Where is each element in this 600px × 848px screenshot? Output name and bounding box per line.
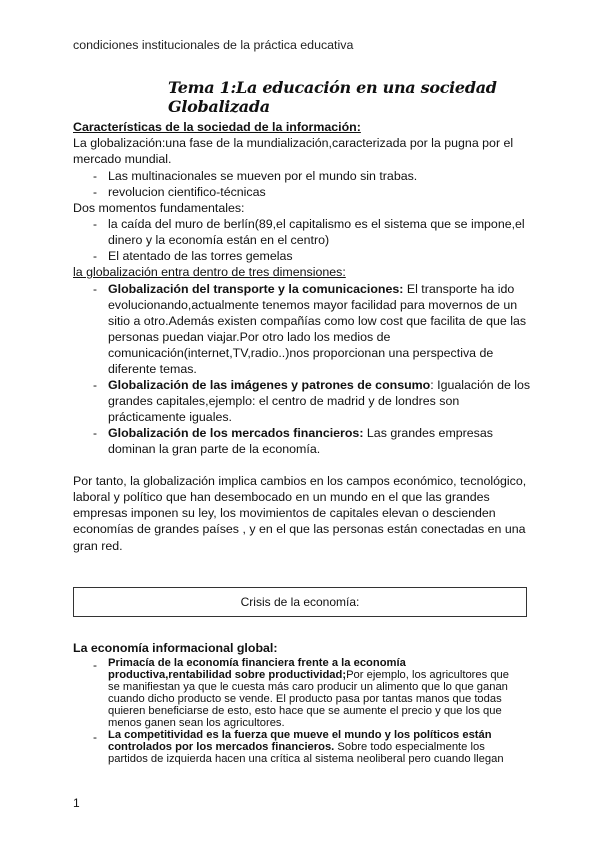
page-header: condiciones institucionales de la práctica educativa	[73, 38, 354, 52]
line-text: quieren beneficiarse de esto, esto hace que se aumente el precio y que los que	[108, 705, 502, 717]
text-line	[93, 168, 418, 184]
bullet-dash: -	[93, 378, 97, 392]
text-line	[108, 361, 197, 377]
text-line	[73, 489, 490, 505]
bold-text: La economía informacional global:	[73, 641, 278, 655]
line-text: Las grandes empresas	[363, 426, 493, 440]
line-text: : Igualación de los	[430, 378, 531, 392]
line-text: dinero y la economía están en el centro)	[108, 233, 330, 247]
line-text: la caída del muro de berlín(89,el capitalismo es el sistema que se impone,el	[108, 217, 525, 231]
text-line	[108, 345, 493, 361]
line-text: La globalización:una fase de la mundialización,caracterizada por la pugna por el	[73, 136, 514, 150]
bold-text: Características de la sociedad de la información:	[73, 120, 361, 134]
text-line	[93, 184, 266, 200]
line-text: grandes capitales,ejemplo: el centro de madrid y de londres son	[108, 394, 460, 408]
text-line	[108, 753, 504, 765]
line-text: Sobre todo especialmente los	[334, 741, 485, 753]
line-text: empresas imponen su ley, los movimientos de capitales elevan o descienden	[73, 506, 496, 520]
page-number: 1	[73, 796, 80, 810]
text-line	[73, 521, 526, 537]
bold-text: Globalización de las imágenes y patrones de consumo	[108, 378, 431, 392]
line-text: economías de grandes países , y en el que las personas están conectadas en una	[73, 522, 526, 536]
bullet-dash: -	[93, 185, 97, 199]
line-text: Dos momentos fundamentales:	[73, 201, 245, 215]
line-text: dominan la gran parte de la economía.	[108, 442, 321, 456]
text-line	[108, 681, 508, 693]
text-line	[108, 669, 509, 681]
bullet-dash: -	[93, 169, 97, 183]
line-text: la globalización entra dentro de tres dimensiones:	[73, 265, 346, 279]
text-line	[93, 216, 525, 232]
text-line	[108, 705, 502, 717]
bold-text: Primacía de la economía financiera frente a la economía	[108, 657, 406, 669]
line-text: comunicación(internet,TV,radio..)nos proporcionan una perspectiva de	[108, 346, 494, 360]
bold-text: Globalización del transporte y la comunicaciones:	[108, 282, 404, 296]
line-text: Las multinacionales se mueven por el mundo sin trabas.	[108, 169, 418, 183]
text-line	[73, 135, 513, 151]
text-line	[73, 640, 277, 656]
bullet-dash: -	[93, 730, 97, 744]
text-line	[108, 232, 329, 248]
text-line	[108, 297, 517, 313]
text-line	[93, 729, 492, 744]
line-text: cuando dicho producto se vende. El producto pasa por tantas manos que todas	[108, 693, 502, 705]
text-line	[108, 693, 502, 705]
bold-text: controlados por los mercados financieros.	[108, 741, 335, 753]
text-line	[73, 473, 526, 489]
bullet-dash: -	[93, 249, 97, 263]
line-text: laboral y político que han desembocado en un mundo en el que las grandes	[73, 490, 490, 504]
line-text: El transporte ha ido	[403, 282, 515, 296]
text-line	[108, 409, 232, 425]
text-line	[73, 151, 171, 167]
line-text: sitio a otro.Además existen compañías como low cost que facilita de que las	[108, 314, 527, 328]
text-line	[93, 657, 406, 672]
text-line	[108, 717, 285, 729]
bullet-dash: -	[93, 217, 97, 231]
line-text: revolucion cientifico-técnicas	[108, 185, 266, 199]
line-text: se manifiestan ya que le cuesta más caro producir un alimento que lo que ganan	[108, 681, 508, 693]
line-text: Por tanto, la globalización implica cambios en los campos económico, tecnológico,	[73, 474, 527, 488]
line-text: partidos de izquierda hacen una crítica al sistema neoliberal pero cuando llegan	[108, 753, 504, 765]
section-box-crisis: Crisis de la economía:	[73, 587, 527, 617]
bold-text: La competitividad es la fuerza que mueve el mundo y los políticos están	[108, 729, 492, 741]
text-line	[108, 441, 320, 457]
line-text: prácticamente iguales.	[108, 410, 232, 424]
text-line	[73, 505, 496, 521]
document-title: Tema 1:La educación en una sociedad Globalizada	[168, 78, 497, 116]
text-line	[108, 313, 526, 329]
bullet-dash: -	[93, 658, 97, 672]
text-line	[108, 741, 485, 753]
text-line	[73, 119, 361, 135]
line-text: evolucionando,actualmente tenemos mayor facilidad para movernos de un	[108, 298, 518, 312]
text-line	[93, 281, 515, 297]
text-line	[93, 248, 293, 264]
line-text: mercado mundial.	[73, 152, 172, 166]
text-line	[108, 329, 390, 345]
line-text: diferente temas.	[108, 362, 197, 376]
bullet-dash: -	[93, 282, 97, 296]
line-text: menos ganen sean los agricultores.	[108, 717, 285, 729]
text-line	[73, 264, 346, 280]
text-line	[108, 393, 459, 409]
line-text: gran red.	[73, 539, 123, 553]
line-text: El atentado de las torres gemelas	[108, 249, 293, 263]
line-text: Por ejemplo, los agricultores que	[346, 669, 510, 681]
text-line	[73, 538, 123, 554]
text-line	[93, 377, 531, 393]
line-text: personas puedan viajar.Por otro lado los medios de	[108, 330, 391, 344]
text-line	[93, 425, 493, 441]
bullet-dash: -	[93, 426, 97, 440]
text-line	[73, 200, 245, 216]
bold-text: productiva,rentabilidad sobre productividad;	[108, 669, 347, 681]
bold-text: Globalización de los mercados financieros:	[108, 426, 364, 440]
